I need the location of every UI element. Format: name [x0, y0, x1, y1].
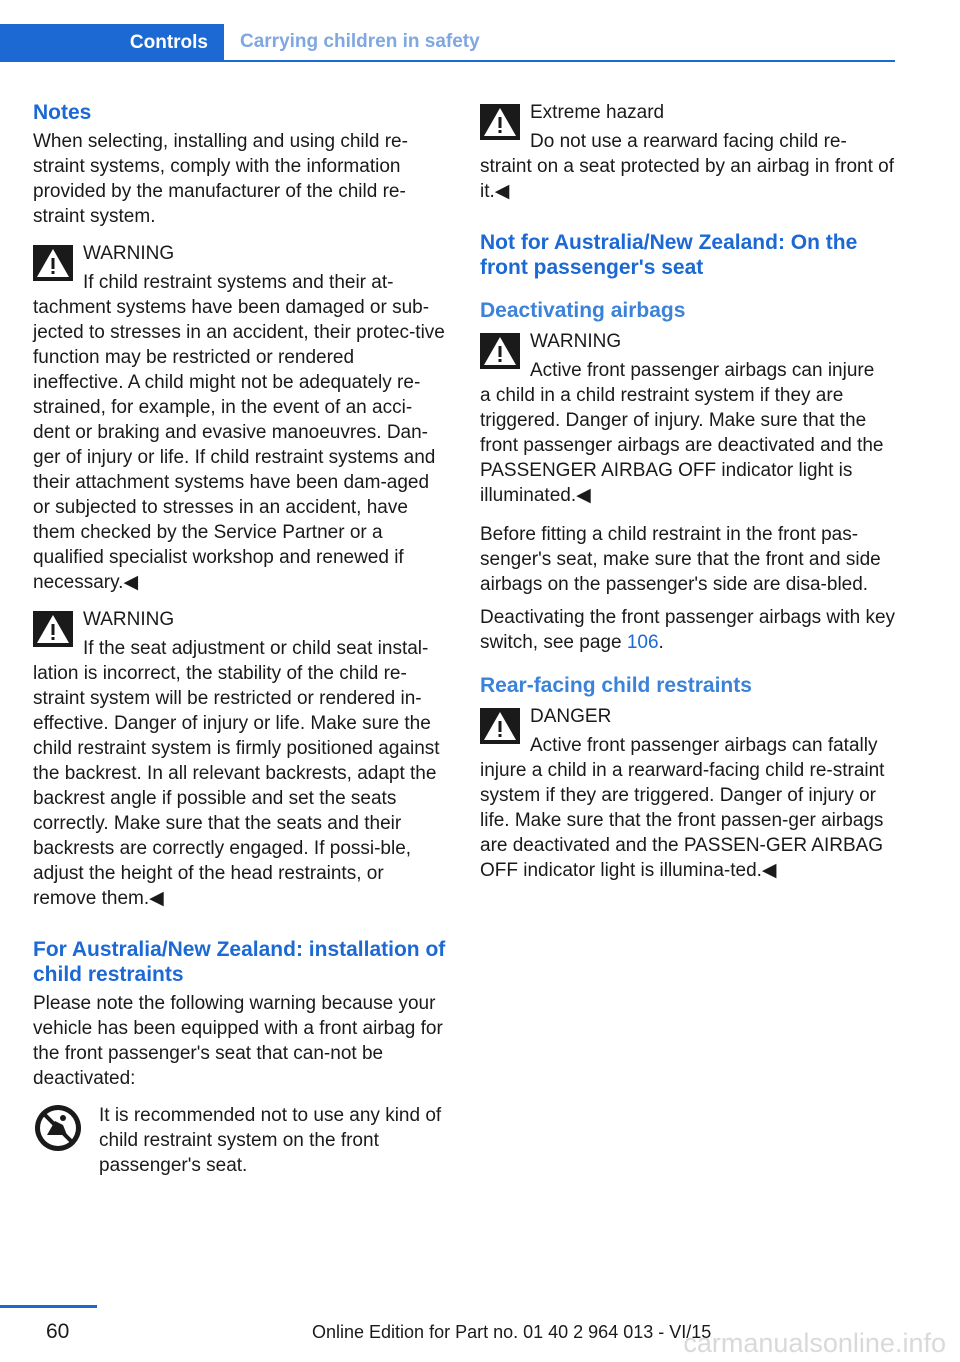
section-tab[interactable]: Carrying children in safety	[224, 24, 895, 62]
warning-title-1: WARNING	[83, 243, 175, 264]
warning-block-3	[480, 329, 896, 508]
no-child-seat-airbag-icon	[33, 1103, 83, 1153]
danger-body-first: Active front passenger airbags can fatally	[530, 735, 878, 756]
warning-body-3	[480, 358, 896, 508]
right-column	[480, 100, 896, 893]
warning-block-1	[33, 241, 449, 595]
warning-body-1-first: If child restraint systems and their at-	[83, 272, 394, 293]
warning-triangle-icon	[33, 245, 73, 281]
warning-body-1	[33, 270, 449, 595]
edition-text: Online Edition for Part no. 01 40 2 964 013 - VI/15	[312, 1322, 712, 1342]
warning-body-3-first: Active front passenger airbags can injure	[530, 360, 875, 381]
danger-title: DANGER	[530, 706, 612, 727]
hazard-body-first: Do not use a rearward facing child re-	[530, 131, 847, 152]
left-column	[33, 100, 449, 1178]
prohibition-text: It is recommended not to use any kind of child restraint system on the front passenger's seat.	[99, 1105, 442, 1176]
warning-triangle-icon	[480, 104, 520, 140]
footer-accent-line	[0, 1305, 97, 1308]
australia-heading: For Australia/New Zealand: installation of child restraints	[33, 938, 446, 986]
warning-body-2-first: If the seat adjustment or child seat instal-	[83, 638, 429, 659]
deactivating-text	[480, 605, 896, 655]
warning-body-2	[33, 636, 449, 911]
page-header	[0, 24, 895, 62]
hazard-body-rest: straint on a seat protected by an airbag in front of it.◀	[480, 156, 895, 202]
notes-heading: Notes	[33, 101, 92, 124]
warning-body-3-rest: a child in a child restraint system if they are triggered. Danger of injury. Make sure that the front passenger airbags are deactivated and the PASSENGER AIRBAG OFF indicator light is illuminated.◀	[480, 385, 884, 506]
page-link[interactable]: 106	[626, 632, 659, 653]
warning-triangle-icon	[480, 708, 520, 744]
warning-block-2	[33, 607, 449, 911]
not-australia-heading: Not for Australia/New Zealand: On the front passenger's seat	[480, 231, 858, 279]
deactivating-airbags-heading: Deactivating airbags	[480, 299, 686, 322]
deactivating-text-post: .	[658, 632, 664, 653]
danger-body-rest: injure a child in a rearward-facing child re-straint system if they are triggered. Danger of injury or life. Make sure that the front passen-ger airbags are deactivated and the PASSEN-GER AIRBAG OFF indicator light is illumina-ted.◀	[480, 760, 885, 881]
watermark: carmanualsonline.info	[683, 1328, 946, 1358]
warning-body-1-rest: tachment systems have been damaged or sub-jected to stresses in an accident, their protec-tive function may be restricted or rendered ineffective. A child might not be adequately re-strained, for example, in the event of an acci-dent or braking and evasive manoeuvres. Dan-ger of injury or life. If child restraint systems and their attachment systems have been dam-aged or subjected to stresses in an accident, have them checked by the Service Partner or a qualified specialist workshop and renewed if necessary.◀	[33, 297, 445, 593]
australia-text: Please note the following warning because your vehicle has been equipped with a front airbag for the front passenger's seat that can-not be deactivated:	[33, 993, 443, 1089]
danger-body	[480, 733, 896, 883]
danger-block	[480, 704, 896, 883]
warning-title-2: WARNING	[83, 609, 175, 630]
chapter-tab[interactable]: Controls	[0, 24, 224, 62]
hazard-block	[480, 100, 896, 204]
page-number: 60	[46, 1320, 70, 1343]
warning-title-3: WARNING	[530, 331, 622, 352]
hazard-title: Extreme hazard	[530, 102, 665, 123]
prohibition-block	[33, 1103, 449, 1178]
warning-triangle-icon	[33, 611, 73, 647]
deactivating-text-pre: Deactivating the front passenger airbags with key switch, see page	[480, 607, 896, 653]
before-fitting-text: Before fitting a child restraint in the front pas-senger's seat, make sure that the front and side airbags on the passenger's side are disa-bled.	[480, 524, 881, 595]
hazard-body	[480, 129, 896, 204]
rear-facing-heading: Rear-facing child restraints	[480, 674, 752, 697]
notes-text: When selecting, installing and using child re-straint systems, comply with the information provided by the manufacturer of the child re-straint system.	[33, 131, 408, 227]
warning-triangle-icon	[480, 333, 520, 369]
warning-body-2-rest: lation is incorrect, the stability of the child re-straint system will be restricted or rendered in-effective. Danger of injury or life. Make sure the child restraint system is firmly positioned against the backrest. In all relevant backrests, adapt the backrest angle if possible and set the seats correctly. Make sure that the seats and their backrests are correctly engaged. If possi-ble, adjust the height of the head restraints, or remove them.◀	[33, 663, 440, 909]
